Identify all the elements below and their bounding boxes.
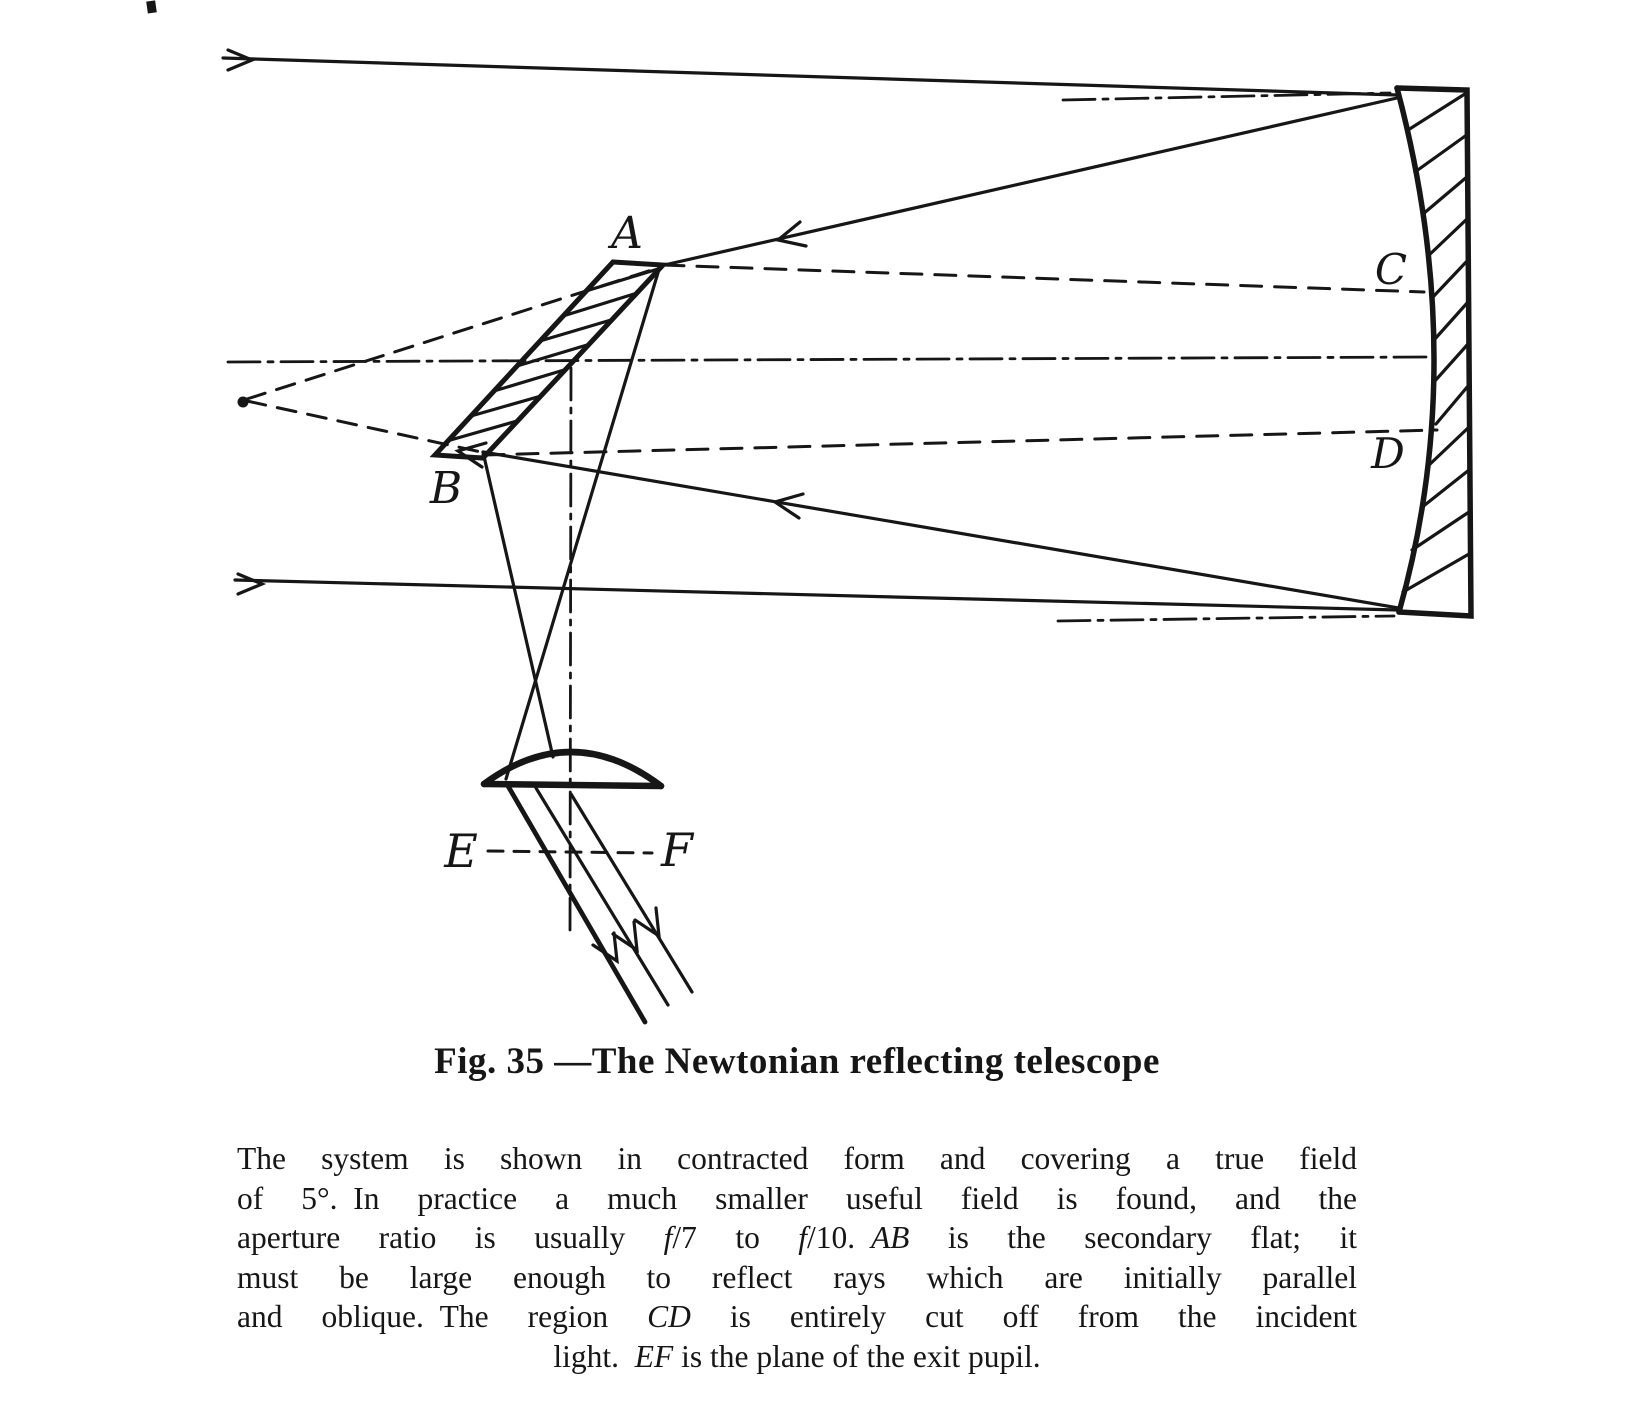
exit-pupil-plane-line — [488, 851, 652, 853]
label-b: B — [429, 463, 463, 514]
virtual-focus-dot — [238, 397, 249, 408]
caption-text: aperture ratio is usually — [237, 1220, 664, 1255]
exit-ray-middle — [536, 788, 668, 1005]
caption-line — [237, 1258, 1357, 1298]
oblique-ray-to-c — [663, 265, 1424, 292]
caption-text-italic: AB — [870, 1220, 910, 1255]
label-c: C — [1374, 245, 1408, 294]
arrowhead-incident-bottom — [238, 574, 262, 594]
caption-text-italic: f — [663, 1220, 673, 1255]
arrowhead-exit-right — [635, 908, 659, 936]
label-a: A — [611, 208, 643, 259]
construction-axes — [228, 93, 1434, 935]
reflected-ray-upper — [660, 98, 1397, 266]
exit-ray-left — [508, 786, 645, 1022]
caption-text: is the secondary flat; it — [909, 1220, 1357, 1255]
caption-text: /7 to — [672, 1220, 799, 1255]
caption-text-italic: f — [798, 1220, 808, 1255]
caption-line — [237, 1139, 1357, 1179]
caption-text: is the plane of the exit pupil. — [673, 1338, 1041, 1374]
primary-mirror-face — [1397, 88, 1434, 612]
solid-rays — [223, 58, 1399, 1005]
label-f: F — [661, 823, 693, 877]
caption-text: and oblique. The region — [237, 1299, 648, 1334]
dashed-rays — [247, 265, 1437, 853]
label-e: E — [444, 824, 478, 878]
figure-caption — [237, 1139, 1357, 1376]
converging-ray-right — [483, 452, 553, 757]
optical-axis — [228, 357, 1434, 362]
caption-text: must be large enough to reflect rays which are initially parallel — [237, 1259, 1357, 1295]
incident-ray-bottom — [235, 580, 1399, 610]
ray-arrowheads — [228, 50, 806, 961]
oblique-ray-to-d — [483, 430, 1437, 455]
caption-line — [237, 1218, 1357, 1258]
caption-line — [237, 1179, 1357, 1219]
caption-text: of 5°. In practice a much smaller useful field is found, and the — [237, 1180, 1357, 1216]
caption-text: is entirely cut off from the incident — [690, 1299, 1358, 1334]
figure-title: Fig. 35 —The Newtonian reflecting telescope — [434, 1041, 1160, 1082]
caption-text-italic: CD — [647, 1299, 691, 1334]
caption-text: light. — [553, 1338, 635, 1374]
converging-ray-left — [506, 266, 660, 779]
reflected-ray-lower — [483, 452, 1399, 608]
label-d: D — [1371, 429, 1405, 478]
caption-line — [237, 1297, 1357, 1337]
caption-line — [237, 1337, 1357, 1377]
caption-text-italic: EF — [634, 1338, 674, 1374]
incident-ray-top — [223, 58, 1397, 95]
eyepiece-lens — [484, 752, 661, 786]
eyepiece-lens-flat-side — [484, 784, 661, 786]
caption-text: The system is shown in contracted form and covering a true field — [237, 1141, 1357, 1176]
mirror-bottom-axis-segment — [1058, 616, 1394, 621]
caption-text: /10. — [807, 1220, 871, 1255]
secondary-flat-hatching — [447, 269, 658, 441]
eyepiece-lens-curved-side — [484, 752, 661, 786]
primary-mirror — [1397, 88, 1471, 616]
page-edge-mark — [146, 0, 157, 13]
